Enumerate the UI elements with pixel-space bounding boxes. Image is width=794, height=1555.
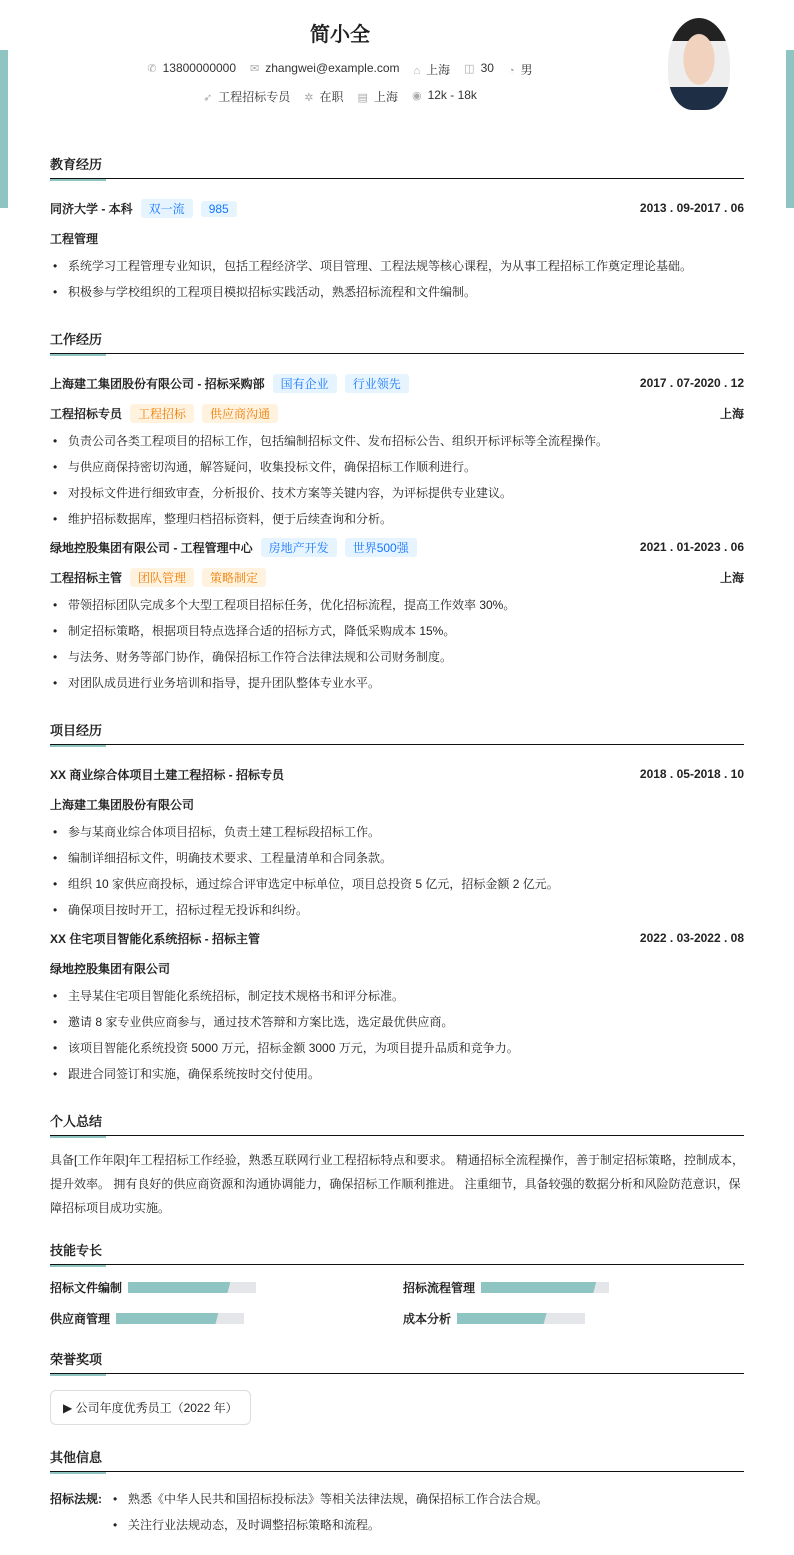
tag: 供应商沟通 — [202, 404, 278, 423]
status: 在职 — [319, 90, 344, 104]
skill-name: 招标文件编制 — [50, 1281, 123, 1295]
bullet: • 熟悉《中华人民共和国招标投标法》等相关法律法规，确保招标工作合法合规。 — [110, 1486, 548, 1512]
bullet: • 维护招标数据库，整理归档招标资料，便于后续查询和分析。 — [50, 506, 744, 532]
target-city: 上海 — [373, 90, 398, 104]
section-title: 个人总结 — [50, 1111, 744, 1136]
tag: 策略制定 — [202, 568, 266, 587]
skill-name: 供应商管理 — [50, 1312, 111, 1326]
location: 上海 — [719, 570, 744, 585]
school: 同济大学 - 本科 — [50, 201, 133, 216]
status-icon: ✲ — [304, 92, 314, 104]
date: 2021 . 01-2023 . 06 — [639, 540, 744, 554]
email-icon: ✉ — [250, 63, 260, 75]
bullet: • 主导某住宅项目智能化系统招标，制定技术规格书和评分标准。 — [50, 983, 744, 1009]
skill-bar-fill — [481, 1282, 596, 1293]
tag: 双一流 — [141, 199, 193, 218]
home-icon: ⌂ — [413, 65, 421, 77]
location: 上海 — [719, 406, 744, 421]
job-intent-row — [0, 88, 680, 105]
bullet: • 带领招标团队完成多个大型工程项目招标任务，优化招标流程，提高工作效率 30%。 — [50, 592, 744, 618]
project-name: XX 住宅项目智能化系统招标 - 招标主管 — [50, 931, 261, 946]
section-title: 教育经历 — [50, 154, 744, 179]
other-section — [50, 1447, 744, 1538]
skill-bar — [481, 1282, 609, 1293]
bullet: • 编制详细招标文件，明确技术要求、工程量清单和合同条款。 — [50, 845, 744, 871]
skill-bar — [457, 1313, 585, 1324]
right-accent-bar — [786, 50, 794, 208]
age-icon: ◫ — [464, 63, 475, 75]
skill-bar-fill — [116, 1313, 218, 1324]
date: 2013 . 09-2017 . 06 — [639, 201, 744, 215]
city: 上海 — [426, 63, 451, 77]
company: 绿地控股集团有限公司 - 工程管理中心 — [50, 540, 253, 555]
age: 30 — [480, 61, 494, 75]
awards-section — [50, 1349, 744, 1425]
contact-row — [0, 61, 680, 78]
bullet: • 组织 10 家供应商投标，通过综合评审选定中标单位，项目总投资 5 亿元，招标金额 2 亿元。 — [50, 871, 744, 897]
bullet: • 该项目智能化系统投资 5000 万元，招标金额 3000 万元，为项目提升品质和竞争力。 — [50, 1035, 744, 1061]
phone: 13800000000 — [162, 61, 237, 75]
date: 2018 . 05-2018 . 10 — [639, 767, 744, 781]
avatar — [668, 18, 730, 110]
section-title: 工作经历 — [50, 329, 744, 354]
date: 2017 . 07-2020 . 12 — [639, 376, 744, 390]
org: 上海建工集团股份有限公司 — [50, 797, 195, 812]
bullet: • 邀请 8 家专业供应商参与，通过技术答辩和方案比选，选定最优供应商。 — [50, 1009, 744, 1035]
email: zhangwei@example.com — [265, 61, 400, 75]
skill-bar — [116, 1313, 244, 1324]
tag: 团队管理 — [130, 568, 194, 587]
skills-section — [50, 1240, 744, 1327]
award-item[interactable] — [50, 1390, 251, 1425]
award-label: 公司年度优秀员工（2022 年） — [75, 1401, 238, 1415]
work-section — [50, 329, 744, 696]
skill-item — [50, 1310, 403, 1327]
skill-item — [403, 1279, 743, 1296]
skill-item — [50, 1279, 403, 1296]
bullet: • 参与某商业综合体项目招标，负责土建工程标段招标工作。 — [50, 819, 744, 845]
building-icon: ▤ — [357, 92, 368, 104]
skill-bar-fill — [457, 1313, 547, 1324]
bullet: • 系统学习工程管理专业知识，包括工程经济学、项目管理、工程法规等核心课程，为从事工程招标工作奠定理论基础。 — [50, 253, 744, 279]
gender: 男 — [520, 63, 533, 77]
bullet: • 对投标文件进行细致审查，分析报价、技术方案等关键内容，为评标提供专业建议。 — [50, 480, 744, 506]
salary: 12k - 18k — [427, 88, 477, 102]
caret-right-icon: ▶ — [63, 1401, 76, 1415]
tag: 世界500强 — [345, 538, 417, 557]
tag: 工程招标 — [130, 404, 194, 423]
section-title: 其他信息 — [50, 1447, 744, 1472]
bullet: • 对团队成员进行业务培训和指导，提升团队整体专业水平。 — [50, 670, 744, 696]
other-label: 招标法规: — [50, 1492, 102, 1506]
major: 工程管理 — [50, 231, 99, 246]
education-section — [50, 154, 744, 305]
summary-section — [50, 1111, 744, 1220]
role: 工程招标主管 — [50, 570, 123, 585]
tag: 985 — [201, 201, 237, 217]
position: 工程招标专员 — [218, 90, 291, 104]
section-title: 荣誉奖项 — [50, 1349, 744, 1374]
bullet: • 确保项目按时开工，招标过程无投诉和纠纷。 — [50, 897, 744, 923]
bullet: • 负责公司各类工程项目的招标工作，包括编制招标文件、发布招标公告、组织开标评标等全流程操作。 — [50, 428, 744, 454]
tag: 行业领先 — [345, 374, 409, 393]
skill-bar — [128, 1282, 256, 1293]
salary-icon: ◉ — [411, 90, 422, 102]
projects-section — [50, 720, 744, 1087]
skill-item — [403, 1310, 743, 1327]
skill-bar-fill — [128, 1282, 230, 1293]
tag: 国有企业 — [273, 374, 337, 393]
candidate-name: 简小全 — [310, 24, 370, 46]
bullet: • 积极参与学校组织的工程项目模拟招标实践活动，熟悉招标流程和文件编制。 — [50, 279, 744, 305]
summary-text: 具备[工作年限]年工程招标工作经验，熟悉互联网行业工程招标特点和要求。 精通招标全流程操作，善于制定招标策略，控制成本，提升效率。 拥有良好的供应商资源和沟通协调能力，确保招标工作顺利推进。 注重细节，具备较强的数据分析和风险防范意识，保障招标项目成功实施。 — [50, 1153, 745, 1215]
send-icon: ➶ — [203, 92, 213, 104]
project-name: XX 商业综合体项目土建工程招标 - 招标专员 — [50, 767, 285, 782]
bullet: • 与供应商保持密切沟通，解答疑问，收集投标文件，确保招标工作顺利进行。 — [50, 454, 744, 480]
section-title: 项目经历 — [50, 720, 744, 745]
bullet: • 制定招标策略，根据项目特点选择合适的招标方式，降低采购成本 15%。 — [50, 618, 744, 644]
bullet: • 与法务、财务等部门协作，确保招标工作符合法律法规和公司财务制度。 — [50, 644, 744, 670]
skill-name: 成本分析 — [403, 1312, 452, 1326]
company: 上海建工集团股份有限公司 - 招标采购部 — [50, 376, 265, 391]
gender-icon: ◔ — [507, 65, 515, 77]
bullet: • 跟进合同签订和实施，确保系统按时交付使用。 — [50, 1061, 744, 1087]
phone-icon: ✆ — [147, 63, 157, 75]
date: 2022 . 03-2022 . 08 — [639, 931, 744, 945]
section-title: 技能专长 — [50, 1240, 744, 1265]
bullet: • 关注行业法规动态，及时调整招标策略和流程。 — [110, 1512, 548, 1538]
tag: 房地产开发 — [261, 538, 337, 557]
org: 绿地控股集团有限公司 — [50, 961, 171, 976]
role: 工程招标专员 — [50, 406, 123, 421]
skill-name: 招标流程管理 — [403, 1281, 476, 1295]
